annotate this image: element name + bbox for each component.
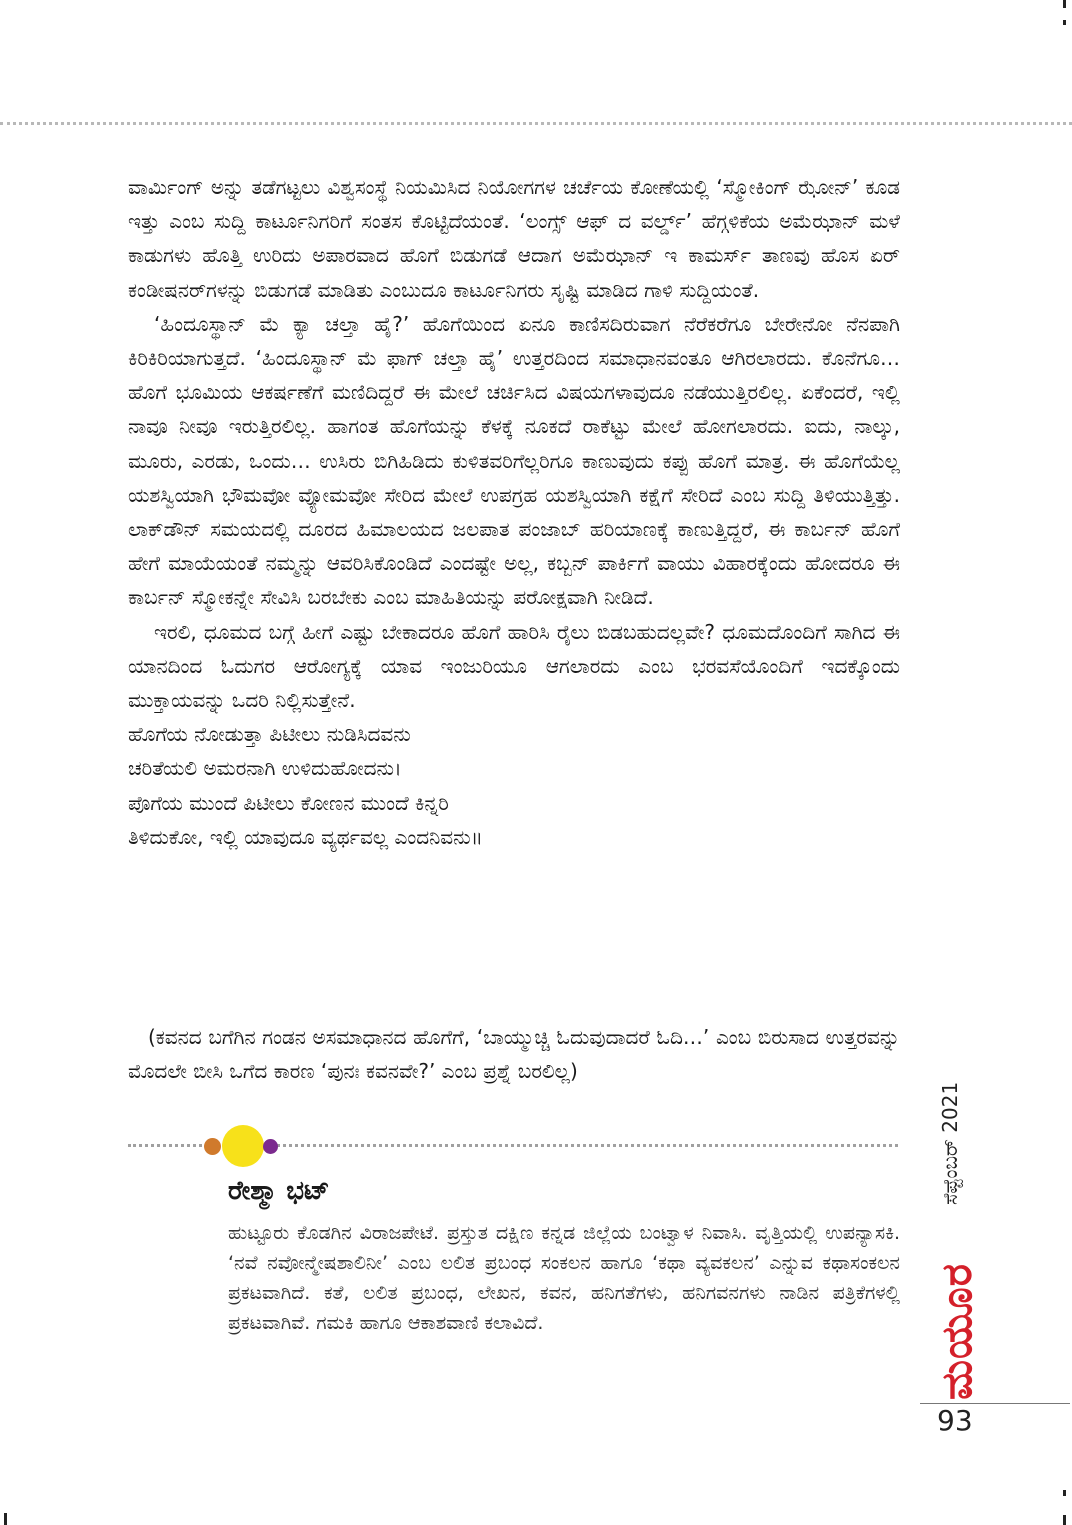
- poem-line: ಹೊಗೆಯ ನೋಡುತ್ತಾ ಪಿಟೀಲು ನುಡಿಸಿದವನು: [128, 722, 411, 747]
- yellow-dot-icon: [222, 1125, 264, 1167]
- purple-dot-icon: [263, 1139, 278, 1154]
- crop-mark: [1063, 0, 1066, 8]
- header-dotted-rule: [0, 122, 1072, 125]
- poem-line: ಚರಿತೆಯಲಿ ಅಮರನಾಗಿ ಉಳಿದುಹೋದನು।: [128, 756, 402, 781]
- magazine-logo: ಮಯೂರ: [932, 1263, 981, 1400]
- page-number: 93: [937, 1404, 973, 1437]
- orange-dot-icon: [204, 1138, 221, 1155]
- paragraph: ವಾರ್ಮಿಂಗ್ ಅನ್ನು ತಡೆಗಟ್ಟಲು ವಿಶ್ವಸಂಸ್ಥೆ ನಿಯಮಿಸಿದ ನಿಯೋಗಗಳ ಚರ್ಚೆಯ ಕೋಣೆಯಲ್ಲಿ ‘ಸ್ಮೋಕಿಂಗ್ ಝೋನ್’ ಕೂಡ ಇತ್ತು ಎಂಬ ಸುದ್ದಿ ಕಾರ್ಟೂನಿಗರಿಗೆ ಸಂತಸ ಕೊಟ್ಟಿದೆಯಂತೆ. ‘ಲಂಗ್ಸ್ ಆಫ್ ದ ವರ್ಲ್ಡ್’ ಹೆಗ್ಗಳಿಕೆಯ ಅಮೆಝಾನ್ ಮಳೆ ಕಾಡುಗಳು ಹೊತ್ತಿ ಉರಿದು ಅಪಾರವಾದ ಹೊಗೆ ಬಿಡುಗಡೆ ಆದಾಗ ಅಮೆಝಾನ್ ಇ ಕಾಮರ್ಸ್ ತಾಣವು ಹೊಸ ಏರ್ ಕಂಡೀಷನರ್‌ಗಳನ್ನು ಬಿಡುಗಡೆ ಮಾಡಿತು ಎಂಬುದೂ ಕಾರ್ಟೂನಿಗರು ಸೃಷ್ಟಿ ಮಾಡಿದ ಗಾಳಿ ಸುದ್ದಿಯಂತೆ.: [128, 175, 900, 302]
- crop-mark: [4, 1513, 7, 1525]
- poem: [128, 717, 900, 854]
- crop-mark: [1063, 1515, 1066, 1525]
- paragraph: ‘ಹಿಂದೂಸ್ಥಾನ್ ಮೆ ಕ್ಯಾ ಚಲ್ತಾ ಹೈ?’ ಹೊಗೆಯಿಂದ ಏನೂ ಕಾಣಿಸದಿರುವಾಗ ನೆರೆಕರೆಗೂ ಬೇರೇನೋ ನೆನಪಾಗಿ ಕಿರಿಕಿರಿಯಾಗುತ್ತದೆ. ‘ಹಿಂದೂಸ್ಥಾನ್ ಮೆ ಫಾಗ್ ಚಲ್ತಾ ಹೈ’ ಉತ್ತರದಿಂದ ಸಮಾಧಾನವಂತೂ ಆಗಿರಲಾರದು. ಕೊನೆಗೂ… ಹೊಗೆ ಭೂಮಿಯ ಆಕರ್ಷಣೆಗೆ ಮಣಿದಿದ್ದರೆ ಈ ಮೇಲೆ ಚರ್ಚಿಸಿದ ವಿಷಯಗಳಾವುದೂ ನಡೆಯುತ್ತಿರಲಿಲ್ಲ. ಏಕೆಂದರೆ, ಇಲ್ಲಿ ನಾವೂ ನೀವೂ ಇರುತ್ತಿರಲಿಲ್ಲ. ಹಾಗಂತ ಹೊಗೆಯನ್ನು ಕೆಳಕ್ಕೆ ನೂಕದೆ ರಾಕೆಟ್ಟು ಮೇಲೆ ಹೋಗಲಾರದು. ಐದು, ನಾಲ್ಕು, ಮೂರು, ಎರಡು, ಒಂದು… ಉಸಿರು ಬಿಗಿಹಿಡಿದು ಕುಳಿತವರಿಗೆಲ್ಲರಿಗೂ ಕಾಣುವುದು ಕಪ್ಪು ಹೊಗೆ ಮಾತ್ರ. ಈ ಹೊಗೆಯೆಲ್ಲ ಯಶಸ್ವಿಯಾಗಿ ಭೌಮವೋ ವ್ಯೋಮವೋ ಸೇರಿದ ಮೇಲೆ ಉಪಗ್ರಹ ಯಶಸ್ವಿಯಾಗಿ ಕಕ್ಷೆಗೆ ಸೇರಿದೆ ಎಂಬ ಸುದ್ದಿ ತಿಳಿಯುತ್ತಿತ್ತು. ಲಾಕ್‌ಡೌನ್ ಸಮಯದಲ್ಲಿ ದೂರದ ಹಿಮಾಲಯದ ಜಲಪಾತ ಪಂಜಾಬ್ ಹರಿಯಾಣಕ್ಕೆ ಕಾಣುತ್ತಿದ್ದರೆ, ಈ ಕಾರ್ಬನ್ ಹೊಗೆ ಹೇಗೆ ಮಾಯೆಯಂತೆ ನಮ್ಮನ್ನು ಆವರಿಸಿಕೊಂಡಿದೆ ಎಂದಷ್ಟೇ ಅಲ್ಲ, ಕಬ್ಬನ್ ಪಾರ್ಕಿಗೆ ವಾಯು ವಿಹಾರಕ್ಕೆಂದು ಹೋದರೂ ಈ ಕಾರ್ಬನ್ ಸ್ಮೋಕನ್ನೇ ಸೇವಿಸಿ ಬರಬೇಕು ಎಂಬ ಮಾಹಿತಿಯನ್ನು ಪರೋಕ್ಷವಾಗಿ ನೀಡಿದೆ.: [128, 311, 900, 610]
- author-divider: [128, 1143, 898, 1151]
- author-bio: ಹುಟ್ಟೂರು ಕೊಡಗಿನ ವಿರಾಜಪೇಟೆ. ಪ್ರಸ್ತುತ ದಕ್ಷಿಣ ಕನ್ನಡ ಜಿಲ್ಲೆಯ ಬಂಟ್ವಾಳ ನಿವಾಸಿ. ವೃತ್ತಿಯಲ್ಲಿ ಉಪನ್ಯಾಸಕಿ. ‘ನವೆ ನವೋನ್ಮೇಷಶಾಲಿನೀ’ ಎಂಬ ಲಲಿತ ಪ್ರಬಂಧ ಸಂಕಲನ ಹಾಗೂ ‘ಕಥಾ ವ್ಯವಕಲನ’ ಎನ್ನುವ ಕಥಾಸಂಕಲನ ಪ್ರಕಟವಾಗಿದೆ. ಕತೆ, ಲಲಿತ ಪ್ರಬಂಧ, ಲೇಖನ, ಕವನ, ಹನಿಗತೆಗಳು, ಹನಿಗವನಗಳು ನಾಡಿನ ಪತ್ರಿಕೆಗಳಲ್ಲಿ ಪ್ರಕಟವಾಗಿವೆ. ಗಮಕಿ ಹಾಗೂ ಆಕಾಶವಾಣಿ ಕಲಾವಿದೆ.: [228, 1222, 900, 1334]
- author-name: ರೇಶ್ಮಾ ಭಟ್: [228, 1176, 330, 1206]
- issue-date: ಸೆಪ್ಟೆಂಬರ್ 2021: [938, 1081, 962, 1205]
- paragraph: ಇರಲಿ, ಧೂಮದ ಬಗ್ಗೆ ಹೀಗೆ ಎಷ್ಟು ಬೇಕಾದರೂ ಹೊಗೆ ಹಾರಿಸಿ ರೈಲು ಬಿಡಬಹುದಲ್ಲವೇ? ಧೂಮದೊಂದಿಗೆ ಸಾಗಿದ ಈ ಯಾನದಿಂದ ಓದುಗರ ಆರೋಗ್ಯಕ್ಕೆ ಯಾವ ಇಂಜುರಿಯೂ ಆಗಲಾರದು ಎಂಬ ಭರವಸೆಯೊಂದಿಗೆ ಇದಕ್ಕೊಂದು ಮುಕ್ತಾಯವನ್ನು ಒದರಿ ನಿಲ್ಲಿಸುತ್ತೇನೆ.: [128, 619, 900, 713]
- closing-note: (ಕವನದ ಬಗೆಗಿನ ಗಂಡನ ಅಸಮಾಧಾನದ ಹೊಗೆಗೆ, ‘ಬಾಯ್ಮುಚ್ಚಿ ಓದುವುದಾದರೆ ಓದಿ…’ ಎಂಬ ಬಿರುಸಾದ ಉತ್ತರವನ್ನು ಮೊದಲೇ ಬೀಸಿ ಒಗೆದ ಕಾರಣ ‘ಪುನಃ ಕವನವೇ?’ ಎಂಬ ಪ್ರಶ್ನೆ ಬರಲಿಲ್ಲ): [128, 1025, 900, 1083]
- article-body: [128, 170, 900, 854]
- crop-mark: [1063, 1490, 1066, 1496]
- crop-mark: [1063, 20, 1066, 25]
- poem-line: ಪೊಗೆಯ ಮುಂದೆ ಪಿಟೀಲು ಕೋಣನ ಮುಂದೆ ಕಿನ್ನರಿ: [128, 790, 449, 815]
- poem-line: ತಿಳಿದುಕೋ, ಇಲ್ಲಿ ಯಾವುದೂ ವ್ಯರ್ಥವಲ್ಲ ಎಂದನಿವನು॥: [128, 824, 483, 849]
